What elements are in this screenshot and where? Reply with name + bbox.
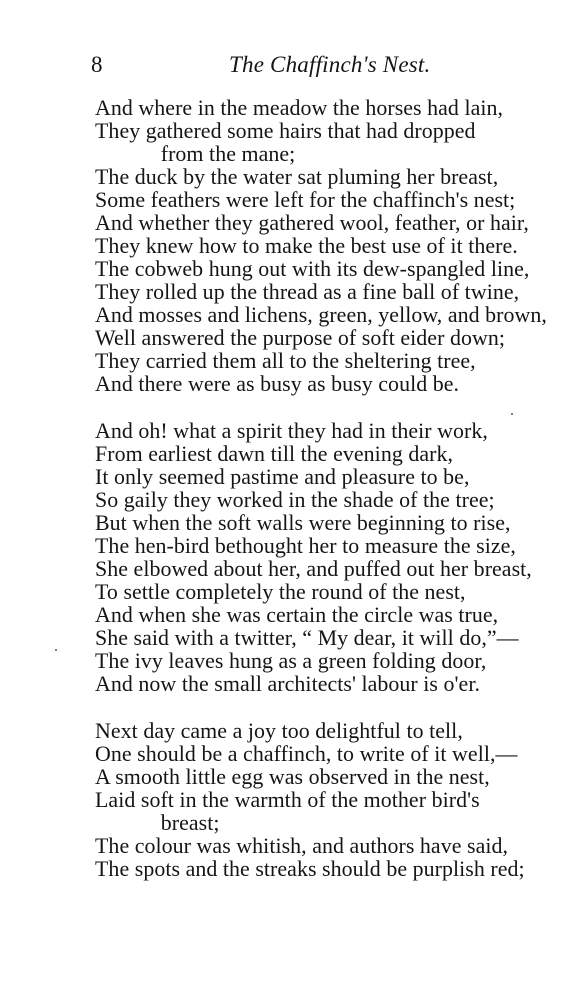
page-number: 8	[91, 52, 103, 77]
poem-line: A smooth little egg was observed in the nest,	[95, 764, 490, 789]
poem-line: Some feathers were left for the chaffinch's nest;	[95, 187, 516, 212]
poem-line-continuation: from the mane;	[160, 141, 296, 166]
poem-line: And when she was certain the circle was true,	[95, 602, 499, 627]
poem-line: The cobweb hung out with its dew-spangled line,	[95, 256, 530, 281]
print-speck	[55, 649, 57, 651]
stanza	[95, 719, 575, 880]
poem-line: So gaily they worked in the shade of the tree;	[95, 487, 495, 512]
poem-line: And mosses and lichens, green, yellow, and brown,	[95, 302, 547, 327]
poem-line: And whether they gathered wool, feather, or hair,	[95, 210, 529, 235]
poem-line: They carried them all to the sheltering tree,	[95, 348, 476, 373]
page-header	[0, 50, 579, 84]
poem-line: She said with a twitter, “ My dear, it will do,”—	[95, 625, 519, 650]
running-title: The Chaffinch's Nest.	[229, 52, 431, 77]
poem-line: It only seemed pastime and pleasure to be,	[95, 464, 470, 489]
poem-line: The ivy leaves hung as a green folding door,	[95, 648, 487, 673]
poem-line: Laid soft in the warmth of the mother bird's	[95, 787, 480, 812]
print-speck	[511, 413, 513, 415]
poem-line: They rolled up the thread as a fine ball of twine,	[95, 279, 520, 304]
stanza	[95, 96, 575, 395]
poem-line: One should be a chaffinch, to write of it well,—	[95, 741, 518, 766]
poem-line: The hen-bird bethought her to measure the size,	[95, 533, 516, 558]
poem-line: They knew how to make the best use of it there.	[95, 233, 518, 258]
poem-line: She elbowed about her, and puffed out her breast,	[95, 556, 532, 581]
poem-line: And oh! what a spirit they had in their work,	[95, 418, 488, 443]
poem-line: And there were as busy as busy could be.	[95, 371, 460, 396]
poem-line: Next day came a joy too delightful to tell,	[95, 718, 463, 743]
poem-line: From earliest dawn till the evening dark,	[95, 441, 454, 466]
stanza	[95, 419, 575, 695]
poem-line: And where in the meadow the horses had lain,	[95, 95, 504, 120]
poem-line: Well answered the purpose of soft eider down;	[95, 325, 505, 350]
poem-line: To settle completely the round of the nest,	[95, 579, 466, 604]
poem-line: The duck by the water sat pluming her breast,	[95, 164, 499, 189]
poem-line: The spots and the streaks should be purplish red;	[95, 856, 525, 881]
poem-line: They gathered some hairs that had dropped	[95, 118, 476, 143]
poem-line-continuation: breast;	[160, 810, 220, 835]
poem-line: But when the soft walls were beginning to rise,	[95, 510, 511, 535]
poem-body	[95, 96, 575, 880]
poem-line: And now the small architects' labour is o'er.	[95, 671, 480, 696]
poem-line: The colour was whitish, and authors have said,	[95, 833, 509, 858]
